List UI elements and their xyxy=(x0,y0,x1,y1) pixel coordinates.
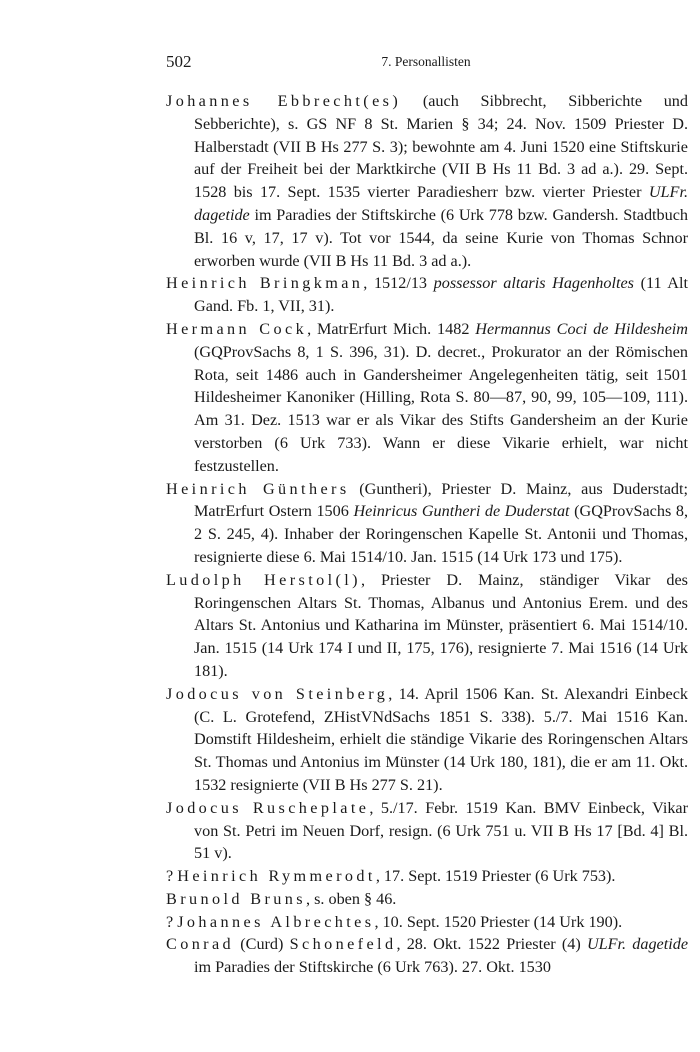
entry-text: (GQProvSachs 8, 2 S. 245, 4). Inhaber der Roringenschen Kapelle St. Antonii und Thomas, resignierte diese 6. Mai 1514/10. Jan. 1515 (14 Urk 173 und 175). xyxy=(194,502,688,566)
entry-text: , 28. Okt. 1522 Priester (4) xyxy=(396,935,587,954)
person-name: Ludolph Herstol(l) xyxy=(166,570,361,589)
running-title: 7. Personallisten xyxy=(381,54,471,69)
entry-text: (Guntheri), Priester D. Mainz, aus Duderstadt; MatrErfurt Ostern 1506 xyxy=(194,479,688,521)
entry-text: (11 Alt Gand. Fb. 1, VII, 31). xyxy=(194,274,688,316)
person-entry xyxy=(166,933,688,979)
entry-text: (auch Sibbrecht, Sibberichte und Sebberichte), s. GS NF 8 St. Marien § 34; 24. Nov. 1509 Priester D. Halberstadt (VII B Hs 277 S. 3); bewohnte am 4. Juni 1520 eine Stiftskurie auf der Freiheit bei der Marktkirche (VII B Hs 11 Bd. 3 ad a.). 29. Sept. 1528 bis 17. Sept. 1535 vierter Paradiesherr bzw. vierter Priester xyxy=(194,92,688,202)
person-entry xyxy=(166,911,688,934)
person-name: Heinrich Rymmerodt xyxy=(177,867,376,886)
entry-list xyxy=(166,90,688,979)
person-name: Jodocus Ruscheplate xyxy=(166,798,370,817)
person-surname: Schonefeld xyxy=(289,935,397,954)
person-entry xyxy=(166,865,688,888)
person-entry xyxy=(166,683,688,797)
entry-text: , 5./17. Febr. 1519 Kan. BMV Einbeck, Vikar von St. Petri im Neuen Dorf, resign. (6 Urk 751 u. VII B Hs 17 [Bd. 4] Bl. 51 v). xyxy=(194,798,688,863)
person-entry xyxy=(166,272,688,318)
entry-text: im Paradies der Stiftskirche (6 Urk 763). 27. Okt. 1530 xyxy=(194,958,551,977)
uncertain-marker: ? xyxy=(166,867,178,886)
person-entry xyxy=(166,318,688,478)
person-name: Heinrich Bringkman xyxy=(166,274,364,293)
entry-text: , 1512/13 xyxy=(363,274,434,293)
uncertain-marker: ? xyxy=(166,912,178,931)
latin-term: ULFr. dagetide xyxy=(586,935,689,954)
entry-text: , 10. Sept. 1520 Priester (14 Urk 190). xyxy=(374,912,623,931)
person-name: Jodocus von Steinberg xyxy=(166,684,389,703)
person-entry xyxy=(166,888,688,911)
latin-term: possessor altaris Hagenholtes xyxy=(433,274,634,293)
person-name: Brunold Bruns xyxy=(166,889,306,908)
person-name: Johannes Ebbrecht(es) xyxy=(166,92,402,110)
latin-term: Heinricus Guntheri de Duderstat xyxy=(353,502,570,521)
person-entry xyxy=(166,797,688,865)
entry-text: , s. oben § 46. xyxy=(305,889,397,908)
entry-text: (Curd) xyxy=(234,935,290,954)
entry-text: , 14. April 1506 Kan. St. Alexandri Einbeck (C. L. Grotefend, ZHistVNdSachs 1851 S. 338). 5./7. Mai 1516 Kan. Domstift Hildesheim, erhielt die ständige Vikarie des Roringenschen Altars St. Thomas und Antonius im Münster (14 Urk 180, 181), die er am 11. Okt. 1532 resignierte (VII B Hs 277 S. 21). xyxy=(194,684,688,794)
latin-term: ULFr. dagetide xyxy=(194,183,688,224)
person-name: Hermann Cock xyxy=(166,319,308,338)
person-entry xyxy=(166,90,688,272)
page-header xyxy=(166,52,686,74)
person-name: Conrad xyxy=(166,935,235,954)
entry-text: , MatrErfurt Mich. 1482 xyxy=(307,319,476,338)
person-name: Heinrich Günthers xyxy=(166,479,350,498)
entry-text: , 17. Sept. 1519 Priester (6 Urk 753). xyxy=(375,867,616,886)
person-entry xyxy=(166,478,688,569)
entry-text: im Paradies der Stiftskirche (6 Urk 778 bzw. Gandersh. Stadtbuch Bl. 16 v, 17, 17 v). Tot vor 1544, da seine Kurie von Thomas Schnor erworben wurde (VII B Hs 11 Bd. 3 ad a.). xyxy=(194,205,688,270)
entry-text: (GQProvSachs 8, 1 S. 396, 31). D. decret., Prokurator an der Römischen Rota, seit 1486 auch in Gandersheimer Angelegenheiten tätig, seit 1501 Hildesheimer Kanoniker (Hilling, Rota S. 80—87, 90, 99, 105—109, 111). Am 31. Dez. 1513 war er als Vikar des Stifts Gandersheim an der Kurie verstorben (6 Urk 733). Wann er diese Vikarie erhielt, war nicht festzustellen. xyxy=(194,342,688,475)
entry-text: , Priester D. Mainz, ständiger Vikar des Roringenschen Altars St. Thomas, Albanus und Antonius Erem. und des Altars St. Antonius und Katharina im Münster, präsentiert 6. Mai 1514/10. Jan. 1515 (14 Urk 174 I und II, 175, 176), resignierte 7. Mai 1516 (14 Urk 181). xyxy=(194,570,688,680)
person-name: Johannes Albrechtes xyxy=(177,912,375,931)
latin-term: Hermannus Coci de Hildesheim xyxy=(475,319,688,338)
person-entry xyxy=(166,569,688,683)
page-number: 502 xyxy=(166,52,192,71)
